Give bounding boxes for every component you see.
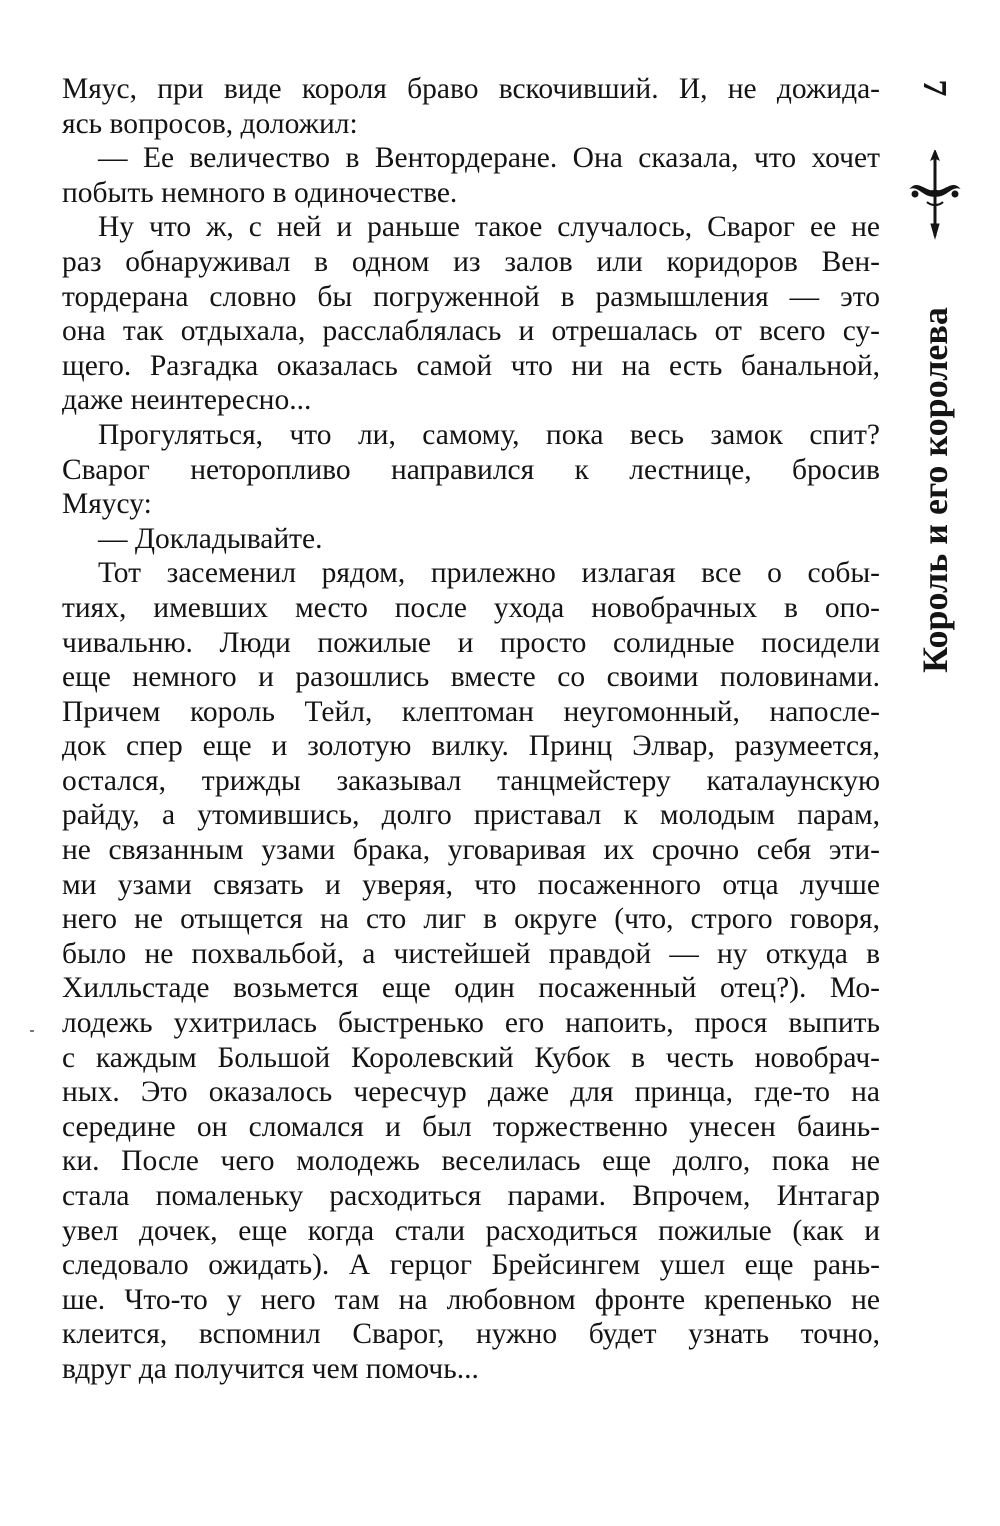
text-line: следовало ожидать). А герцог Брейсингем ушел еще рань-	[62, 1249, 880, 1282]
text-line: Хилльстаде возьмется еще один посаженный отец?). Мо-	[62, 972, 880, 1005]
sword-ornament-icon	[905, 150, 965, 240]
page-margin-sidebar	[900, 60, 970, 700]
text-line: стала помаленьку расходиться парами. Впрочем, Интагар	[62, 1180, 880, 1212]
text-line: лодежь ухитрилась быстренько его напоить, прося выпить	[62, 1007, 880, 1040]
text-line: было не похвальбой, а чистейшей правдой — ну откуда в	[62, 937, 880, 970]
text-line: — Докладывайте.	[98, 522, 323, 555]
margin-speck	[30, 1030, 34, 1032]
text-line: остался, трижды заказывал танцмейстеру каталаунскую	[62, 764, 880, 797]
text-line: щего. Разгадка оказалась самой что ни на есть банальной,	[62, 349, 880, 382]
text-line: райду, а утомившись, долго приставал к молодым парам,	[62, 799, 880, 832]
text-line: него не отыщется на сто лиг в округе (что, строго говоря,	[62, 903, 880, 936]
text-line: увел дочек, еще когда стали расходиться пожилые (как и	[62, 1214, 880, 1247]
text-line: Ну что ж, с ней и раньше такое случалось, Сварог ее не	[98, 211, 880, 244]
text-line: она так отдыхала, расслаблялась и отрешалась от всего су-	[62, 315, 880, 348]
text-line: тиях, имевших место после ухода новобрачных в опо-	[62, 591, 880, 624]
text-line: док спер еще и золотую вилку. Принц Элвар, разумеется,	[62, 730, 880, 763]
text-line: вдруг да получится чем помочь...	[62, 1352, 479, 1385]
text-line: побыть немного в одиночестве.	[62, 176, 458, 209]
text-line: еще немного и разошлись вместе со своими половинами.	[62, 661, 880, 694]
text-line: даже неинтересно...	[62, 384, 312, 417]
text-line: раз обнаруживал в одном из залов или коридоров Вен-	[62, 245, 880, 278]
running-title: Король и его королева	[915, 307, 955, 673]
text-line: — Ее величество в Вентордеране. Она сказала, что хочет	[98, 142, 880, 175]
text-line: Тот засеменил рядом, прилежно излагая все о собы-	[98, 557, 880, 590]
text-line: Причем король Тейл, клептоман неугомонный, напосле-	[62, 695, 880, 728]
text-line: Мяусу:	[62, 488, 152, 521]
body-text	[62, 72, 880, 1387]
text-line: клеится, вспомнил Сварог, нужно будет узнать точно,	[62, 1318, 880, 1351]
text-line: не связанным узами брака, уговаривая их срочно себя эти-	[62, 834, 880, 867]
text-line: Мяус, при виде короля браво вскочивший. И, не дожида-	[62, 73, 880, 105]
text-line: ше. Что-то у него там на любовном фронте крепенько не	[62, 1283, 880, 1316]
text-line: Сварог неторопливо направился к лестнице, бросив	[62, 453, 880, 486]
text-line: тордерана словно бы погруженной в размышления — это	[62, 280, 880, 313]
page-number: 7	[916, 79, 953, 97]
text-line: с каждым Большой Королевский Кубок в честь новобрач-	[62, 1041, 880, 1074]
text-line: ных. Это оказалось чересчур даже для принца, где-то на	[62, 1076, 880, 1109]
text-line: ми узами связать и уверяя, что посаженного отца лучше	[62, 868, 880, 901]
text-line: ки. После чего молодежь веселилась еще долго, пока не	[62, 1145, 880, 1178]
text-line: середине он сломался и был торжественно унесен баинь-	[62, 1110, 880, 1143]
text-line: чивальню. Люди пожилые и просто солидные посидели	[62, 626, 880, 659]
text-line: Прогуляться, что ли, самому, пока весь замок спит?	[98, 418, 880, 451]
text-line: ясь вопросов, доложил:	[62, 107, 358, 140]
